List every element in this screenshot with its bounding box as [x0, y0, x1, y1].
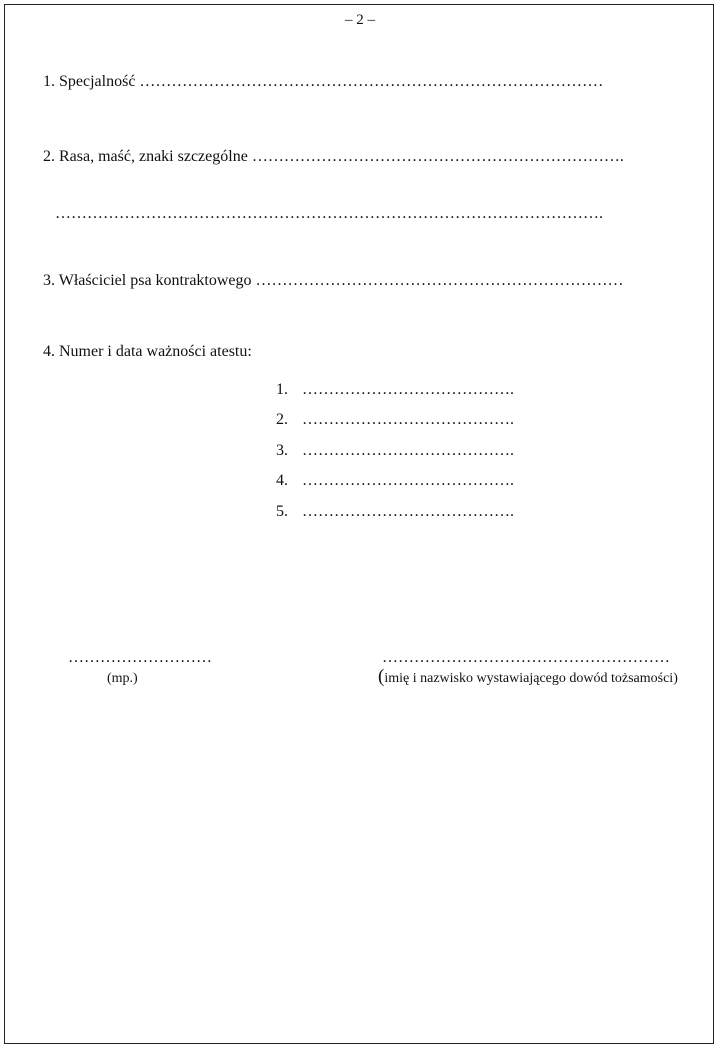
field-owner-dots: ……………………………………………………………: [255, 272, 624, 289]
field-owner: [43, 271, 624, 291]
page-number: – 2 –: [345, 12, 375, 28]
attestation-item-number: 2.: [276, 411, 288, 428]
attestation-item-dots: ………………………………….: [302, 472, 514, 489]
stamp-line: ………………………: [68, 649, 212, 666]
issuer-caption-text: imię i nazwisko wystawiającego dowód tożsamości): [384, 671, 678, 686]
attestation-item-dots: ………………………………….: [302, 442, 514, 459]
field-specialty-dots: ……………………………………………………………………………: [139, 73, 604, 90]
field-breed-label: 2. Rasa, maść, znaki szczególne: [43, 148, 248, 165]
issuer-signature-line: ………………………………………………: [382, 649, 670, 666]
field-breed-dots: …………………………………………………………….: [251, 148, 624, 165]
attestation-item-number: 3.: [276, 442, 288, 459]
attestation-item-number: 4.: [276, 472, 288, 489]
attestation-item-dots: ………………………………….: [302, 411, 514, 428]
attestation-label: 4. Numer i data ważności atestu:: [43, 343, 252, 360]
field-specialty: [43, 72, 603, 92]
attestation-item-number: 1.: [276, 381, 288, 398]
attestation-item-dots: ………………………………….: [302, 381, 514, 398]
field-specialty-label: 1. Specjalność: [43, 73, 136, 90]
issuer-caption-paren: (: [378, 666, 385, 687]
stamp-caption: (mp.): [107, 671, 138, 686]
attestation-item-number: 5.: [276, 503, 288, 520]
field-breed: [43, 147, 624, 167]
issuer-caption: [378, 667, 678, 689]
attestation-item-dots: ………………………………….: [302, 503, 514, 520]
field-breed-continuation-dots: ………………………………………………………………………………………….: [55, 205, 603, 222]
field-owner-label: 3. Właściciel psa kontraktowego: [43, 272, 252, 289]
field-breed-continuation: [55, 204, 603, 224]
